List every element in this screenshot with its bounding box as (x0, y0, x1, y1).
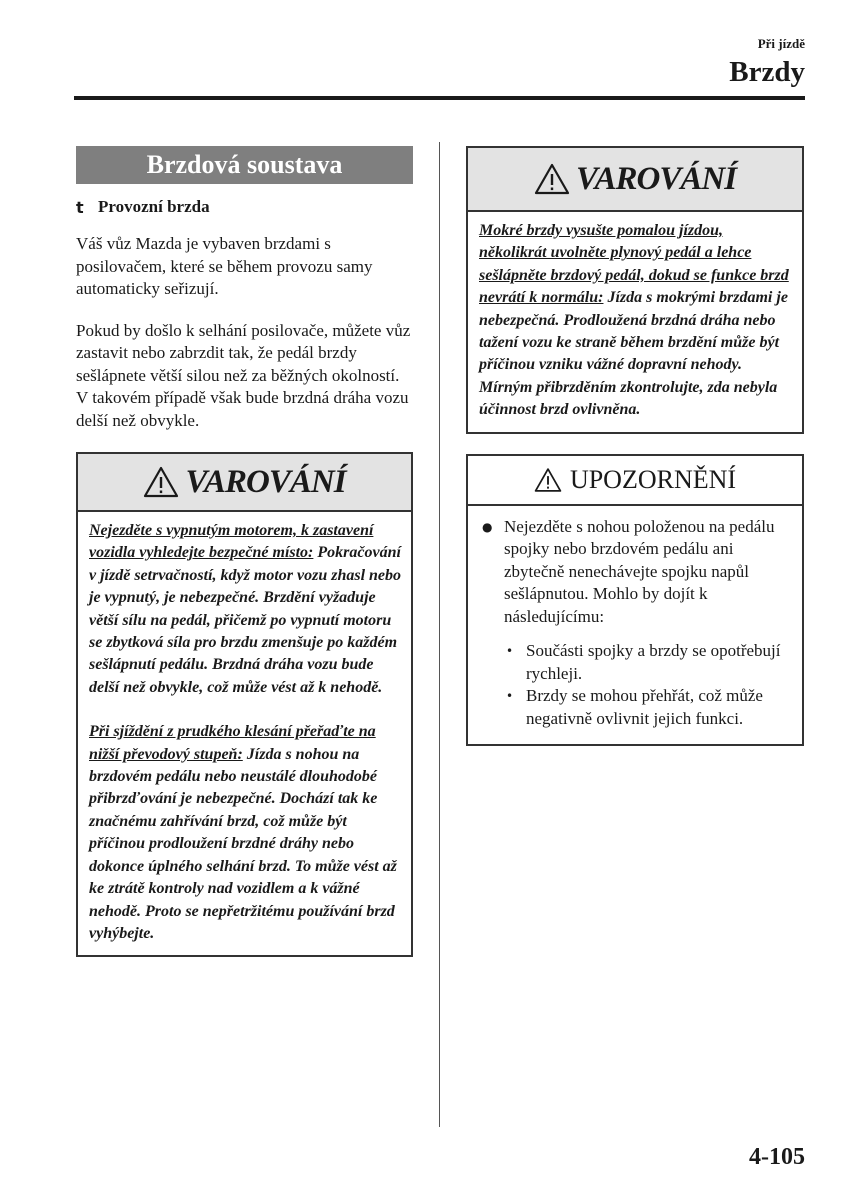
warning-title: VAROVÁNÍ (185, 463, 346, 500)
header-rule (74, 96, 805, 100)
intro-paragraph: Váš vůz Mazda je vybaven brzdami s posilovačem, které se během provozu samy automaticky seřizují. (76, 234, 373, 298)
warning-body (78, 512, 411, 955)
caution-body (468, 506, 802, 745)
caution-subitem (502, 640, 790, 685)
caution-item (480, 516, 790, 629)
caution-subitem-text: Brzdy se mohou přehřát, což může negativně ovlivnit jejich funkci. (526, 686, 763, 728)
running-header-title: Brzdy (729, 56, 805, 88)
subheading-label: Provozní brzda (98, 197, 210, 216)
caution-subitem-text: Součásti spojky a brzdy se opotřebují rychleji. (526, 641, 781, 683)
warning-block (89, 520, 401, 699)
subheading-bullet: t (76, 197, 84, 217)
warning-text: Jízda s mokrými brzdami je nebezpečná. Prodloužená brzdná dráha nebo tažení vozu ke straně během brzdění může být příčinou vzniku vážné dopravní nehody. Mírným přibrzděním zkontrolujte, zda nebyla účinnost brzd ovlivněna. (479, 289, 788, 419)
page-number: 4-105 (749, 1144, 805, 1170)
warning-box-wet-brakes (466, 146, 804, 434)
caution-title: UPOZORNĚNÍ (569, 464, 737, 494)
right-column (466, 146, 804, 746)
warning-body (468, 212, 802, 432)
caution-header (468, 456, 802, 506)
left-column (76, 146, 413, 957)
caution-subitems (480, 640, 790, 730)
warning-box-engine-off (76, 452, 413, 957)
warning-text: Jízda s nohou na brzdovém pedálu nebo neustálé dlouhodobé přibrzďování je nebezpečné. Dochází tak ke značnému zahřívání brzd, což může být příčinou prodloužení brzdné dráhy nebo dokonce úplného selhání brzd. To může vést až ke ztrátě kontroly nad vozidlem a k vážné nehodě. Proto se nepřetržitému používání brzd vyhýbejte. (89, 745, 397, 942)
warning-text: Pokračování v jízdě setrvačností, když motor vozu zhasl nebo je vypnutý, je nebezpečné. Brzdění vyžaduje větší sílu na pedál, přičemž po vypnutí motoru se zbytková síla pro brzdu zmenšuje po každém sešlápnutí pedálu. Brzdná dráha vozu bude delší než obvykle, což může vést až k nehodě. (89, 544, 402, 696)
warning-header (468, 148, 802, 212)
subheading (76, 196, 413, 218)
warning-header (78, 454, 411, 512)
bullet-dot: • (506, 689, 514, 704)
running-header-section: Při jízdě (757, 36, 805, 51)
column-divider (439, 142, 440, 1127)
caution-item-text: Nejezděte s nohou položenou na pedálu spojky nebo brzdovém pedálu ani zbytečně nenechávejte spojku napůl sešlápnutou. Mohlo by dojít k následujícímu: (504, 516, 775, 626)
caution-box (466, 454, 804, 747)
warning-block (89, 721, 401, 945)
warning-triangle-icon (143, 466, 179, 498)
bullet-dot: • (506, 644, 514, 659)
warning-triangle-icon (534, 163, 570, 195)
booster-failure-paragraph: Pokud by došlo k selhání posilovače, můžete vůz zastavit nebo zabrzdit tak, že pedál brzdy sešlápnete větší silou než za běžných okolností. V takovém případě však bude brzdná dráha vozu delší než obvykle. (76, 320, 411, 430)
warning-title: VAROVÁNÍ (575, 160, 737, 197)
warning-triangle-icon (534, 467, 562, 493)
caution-subitem (502, 685, 790, 730)
warning-heading: Při sjíždění z prudkého klesání přeřaďte na nižší převodový stupeň: (89, 723, 376, 763)
warning-heading: Mokré brzdy vysušte pomalou jízdou, několikrát uvolněte plynový pedál a lehce sešlápněte brzdový pedál, dokud se funkce brzd nevrátí k normálu: (479, 222, 789, 307)
bullet-dot: ● (482, 519, 493, 534)
section-title: Brzdová soustava (76, 146, 413, 184)
warning-heading: Nejezděte s vypnutým motorem, k zastavení vozidla vyhledejte bezpečné místo: (89, 522, 374, 562)
